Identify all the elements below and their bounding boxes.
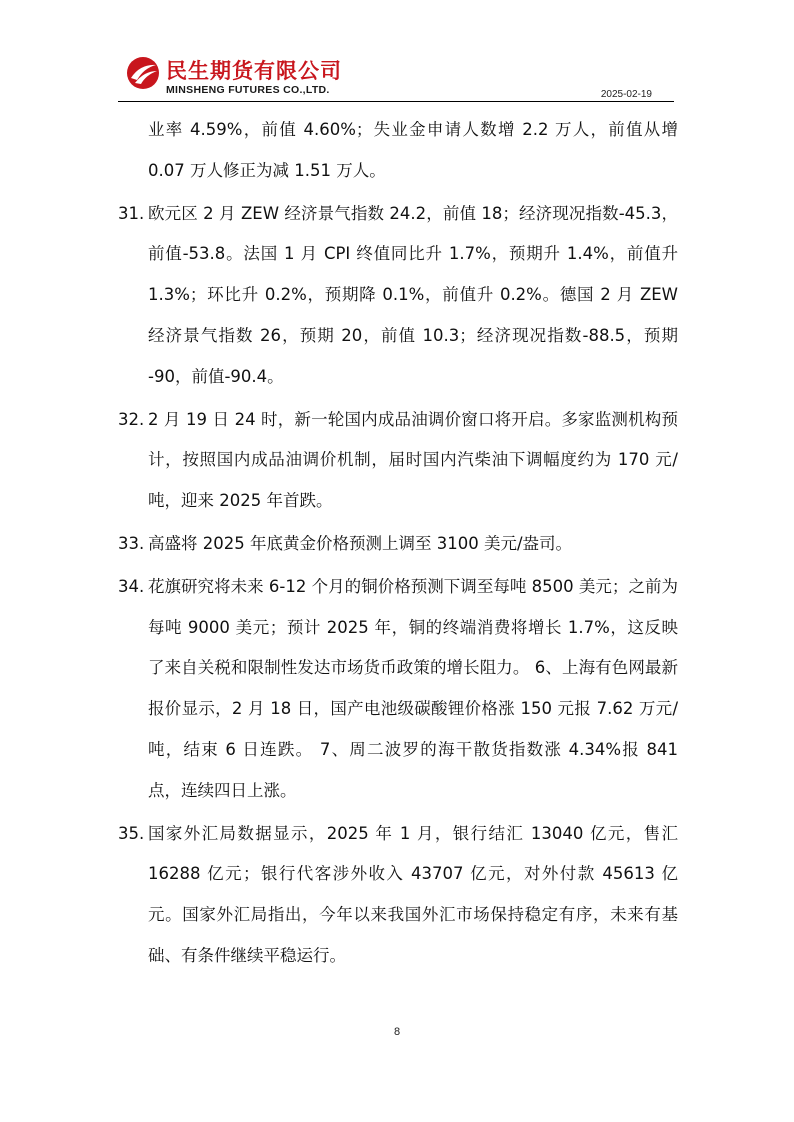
news-item-34 (118, 567, 678, 812)
page-header (118, 50, 674, 102)
item-text: 2 月 19 日 24 时，新一轮国内成品油调价窗口将开启。多家监测机构预计，按照国内成品油调价机制，届时国内汽柴油下调幅度约为 170 元/吨，迎来 2025 年首跌。 (148, 409, 678, 511)
item-number: 32. (118, 409, 145, 429)
brand-name-en: MINSHENG FUTURES CO.,LTD. (166, 84, 330, 96)
brand-name-cn: 民生期货有限公司 (166, 59, 342, 83)
document-body (118, 110, 678, 977)
item-text: 欧元区 2 月 ZEW 经济景气指数 24.2，前值 18；经济现况指数-45.3，前值-53.8。法国 1 月 CPI 终值同比升 1.7%，预期升 1.4%，前值升 1.3%；环比升 0.2%，预期降 0.1%，前值升 0.2%。德国 2 月 ZEW 经济景气指数 26，预期 20，前值 10.3；经济现况指数-88.5，预期 -90，前值-90.4。 (148, 203, 678, 386)
item-text: 花旗研究将未来 6-12 个月的铜价格预测下调至每吨 8500 美元；之前为每吨 9000 美元；预计 2025 年，铜的终端消费将增长 1.7%，这反映了来自关税和限制性发达市场货币政策的增长阻力。 6、上海有色网最新报价显示，2 月 18 日，国产电池级碳酸锂价格涨 150 元报 7.62 万元/吨，结束 6 日连跌。 7、周二波罗的海干散货指数涨 4.34%报 841 点，连续四日上涨。 (148, 576, 678, 800)
item-text: 国家外汇局数据显示，2025 年 1 月，银行结汇 13040 亿元，售汇 16288 亿元；银行代客涉外收入 43707 亿元，对外付款 45613 亿元。国家外汇局指出，今年以来我国外汇市场保持稳定有序，未来有基础、有条件继续平稳运行。 (148, 823, 678, 965)
header-divider (118, 101, 674, 102)
document-date: 2025-02-19 (600, 89, 652, 100)
minsheng-logo-icon (126, 56, 160, 90)
paragraph-text: 业率 4.59%，前值 4.60%；失业金申请人数增 2.2 万人，前值从增 0.07 万人修正为减 1.51 万人。 (148, 120, 678, 180)
news-item-32 (118, 400, 678, 522)
news-item-31 (118, 194, 678, 398)
page-number: 8 (393, 1026, 401, 1038)
item-number: 33. (118, 533, 145, 553)
item-number: 34. (118, 576, 145, 596)
news-item-35 (118, 814, 678, 977)
item-number: 35. (118, 823, 145, 843)
news-item-33 (118, 524, 678, 565)
item-text: 高盛将 2025 年底黄金价格预测上调至 3100 美元/盎司。 (148, 533, 573, 553)
item-number: 31. (118, 203, 145, 223)
continuation-paragraph (118, 110, 678, 192)
